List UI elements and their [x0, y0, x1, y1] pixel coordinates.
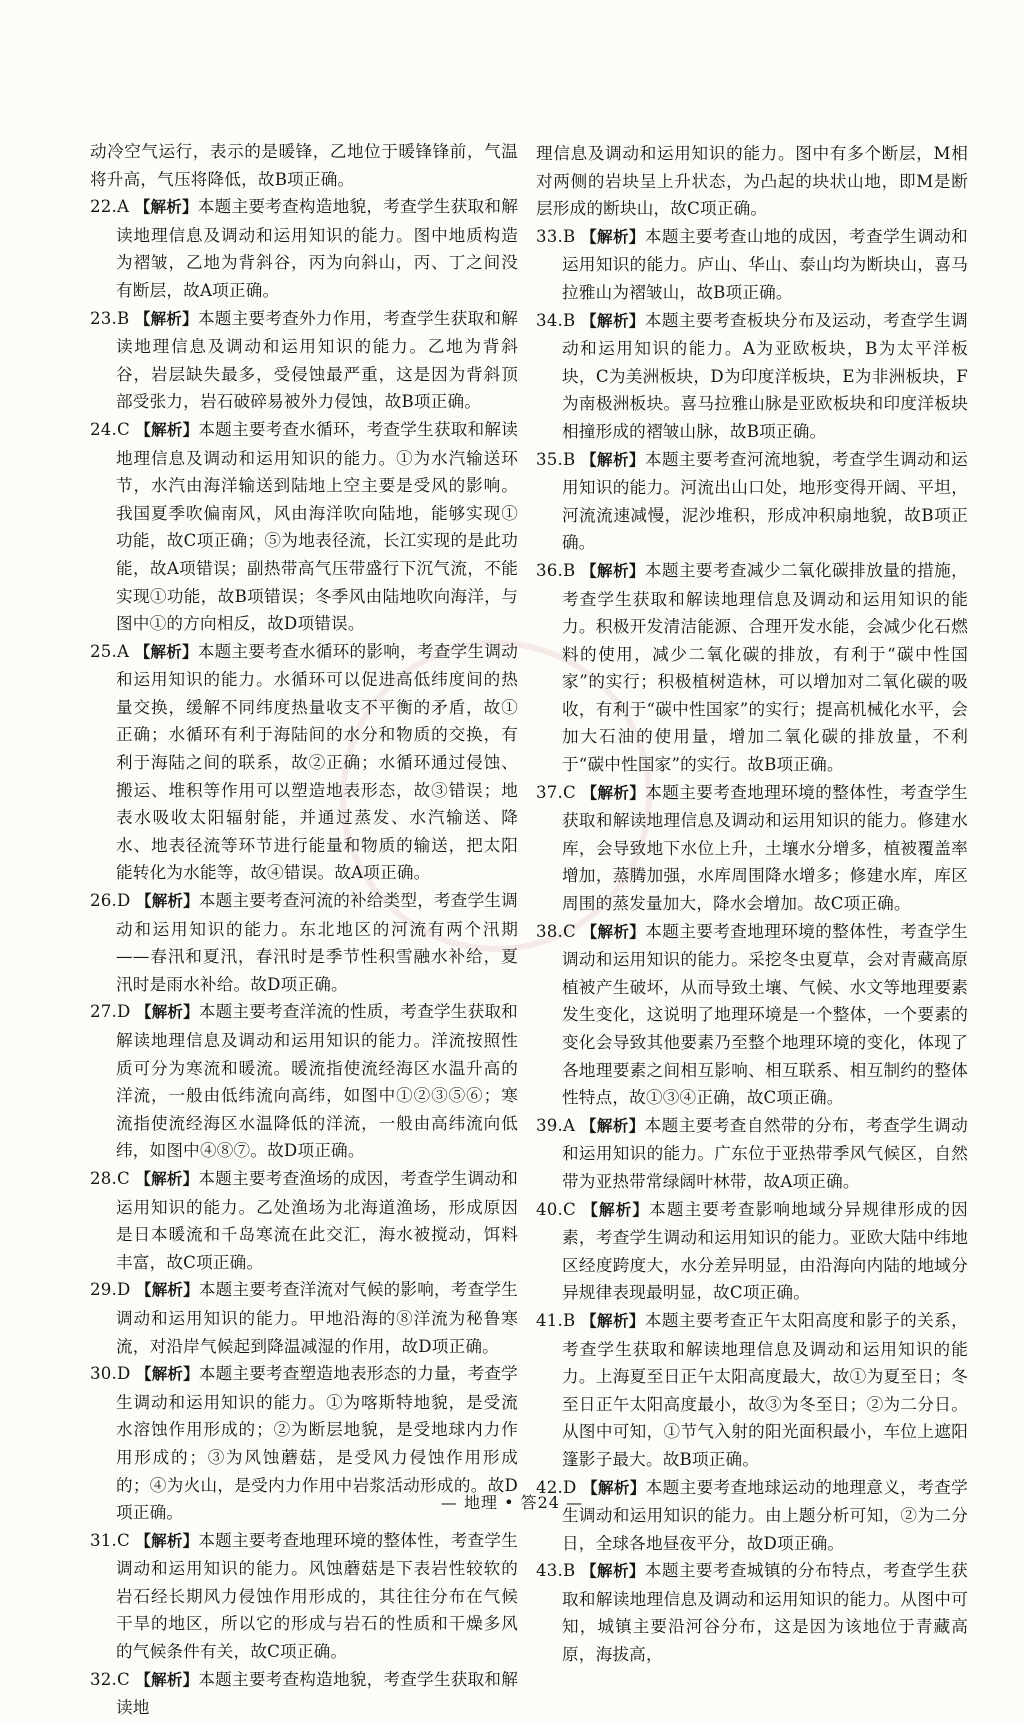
- analysis-tag: 【解析】: [582, 1200, 650, 1219]
- answer-number: 37.C: [536, 782, 576, 802]
- answer-text: 本题主要考查影响地域分异规律形成的因素，考查学生调动和运用知识的能力。亚欧大陆中纬地区经度跨度大，水分差异明显，由沿海向内陆的地域分异规律表现最明显，故C项正确。: [562, 1199, 968, 1303]
- answer-text: 本题主要考查洋流对气候的影响，考查学生调动和运用知识的能力。甲地沿海的⑧洋流为秘鲁寒流，对沿岸气候起到降温减湿的作用，故D项正确。: [116, 1280, 518, 1356]
- analysis-tag: 【解析】: [135, 1365, 199, 1384]
- analysis-tag: 【解析】: [135, 1003, 199, 1022]
- answer-item: [90, 887, 518, 998]
- right-column: [536, 140, 968, 1669]
- answer-number: 39.A: [536, 1115, 576, 1135]
- answer-number: 31.C: [90, 1530, 130, 1550]
- answer-text: 本题主要考查构造地貌，考查学生获取和解读地: [116, 1669, 518, 1718]
- answer-number: 41.B: [536, 1310, 576, 1330]
- answer-number: 43.B: [536, 1561, 576, 1581]
- answer-text: 本题主要考查城镇的分布特点，考查学生获取和解读地理信息及调动和运用知识的能力。从图中可知，城镇主要沿河谷分布，这是因为该地位于青藏高原，海拔高，: [562, 1561, 968, 1665]
- analysis-tag: 【解析】: [135, 1169, 199, 1188]
- analysis-tag: 【解析】: [135, 1670, 199, 1689]
- answer-text: 本题主要考查地理环境的整体性，考查学生调动和运用知识的能力。采挖冬虫夏草，会对青藏高原植被产生破坏，从而导致土壤、气候、水文等地理要素发生变化，这说明了地理环境是一个整体，一个要素的变化会导致其他要素乃至整个地理环境的变化，体现了各地理要素之间相互影响、相互联系、相互制约的整体性特点，故①③④正确，故C项正确。: [562, 921, 968, 1108]
- answer-number: 32.C: [90, 1669, 130, 1689]
- answer-number: 42.D: [536, 1477, 577, 1497]
- answer-item: [90, 638, 518, 887]
- analysis-tag: 【解析】: [581, 1311, 645, 1330]
- answer-text: 本题主要考查山地的成因，考查学生调动和运用知识的能力。庐山、华山、泰山均为断块山，喜马拉雅山为褶皱山，故B项正确。: [562, 226, 968, 302]
- analysis-tag: 【解析】: [580, 1116, 645, 1135]
- analysis-tag: 【解析】: [581, 783, 646, 802]
- analysis-tag: 【解析】: [135, 1281, 199, 1300]
- answer-number: 29.D: [90, 1280, 131, 1300]
- analysis-tag: 【解析】: [582, 1478, 646, 1497]
- answer-item: [536, 1474, 968, 1558]
- analysis-tag: 【解析】: [134, 309, 198, 328]
- answer-item: [536, 307, 968, 446]
- answer-item: [90, 305, 518, 416]
- analysis-tag: 【解析】: [581, 561, 645, 580]
- answer-text: 本题主要考查洋流的性质，考查学生获取和解读地理信息及调动和运用知识的能力。洋流按照性质可分为寒流和暖流。暖流指使流经海区水温升高的洋流，一般由低纬流向高纬，如图中①②③⑤⑥；寒流指使流经海区水温降低的洋流，一般由高纬流向低纬，如图中④⑧⑦。故D项正确。: [116, 1002, 518, 1161]
- answer-item: [90, 1666, 518, 1722]
- analysis-tag: 【解析】: [581, 227, 645, 246]
- continuation-text: 动冷空气运行，表示的是暖锋，乙地位于暖锋锋前，气温将升高，气压将降低，故B项正确。: [90, 142, 518, 189]
- analysis-tag: 【解析】: [581, 922, 646, 941]
- answer-item: [90, 1527, 518, 1666]
- right-items: [536, 223, 968, 1669]
- answer-text: 本题主要考查地理环境的整体性，考查学生获取和解读地理信息及调动和运用知识的能力。修建水库，会导致地下水位上升，土壤水分增多，植被覆盖率增加，蒸腾加强，水库周围降水增多；修建水库，库区周围的蒸发量加大，降水会增加。故C项正确。: [562, 782, 968, 914]
- answer-text: 本题主要考查减少二氧化碳排放量的措施，考查学生获取和解读地理信息及调动和运用知识的能力。积极开发清洁能源、合理开发水能，会减少化石燃料的使用，减少二氧化碳的排放，有利于“碳中性国家”的实行；积极植树造林，可以增加对二氧化碳的吸收，有利于“碳中性国家”的实行；提高机械化水平，会加大石油的使用量，增加二氧化碳的排放量，不利于“碳中性国家”的实行。故B项正确。: [562, 560, 968, 775]
- answer-item: [90, 998, 518, 1165]
- answer-text: 本题主要考查板块分布及运动，考查学生调动和运用知识的能力。A为亚欧板块，B为太平洋板块，C为美洲板块，D为印度洋板块，E为非洲板块，F为南极洲板块。喜马拉雅山脉是亚欧板块和印度洋板块相撞形成的褶皱山脉，故B项正确。: [562, 310, 968, 441]
- answer-item: [536, 918, 968, 1112]
- answer-text: 本题主要考查地球运动的地理意义，考查学生调动和运用知识的能力。由上题分析可知，②为二分日，全球各地昼夜平分，故D项正确。: [562, 1477, 968, 1553]
- answer-number: 22.A: [90, 197, 130, 217]
- answer-item: [90, 193, 518, 304]
- answer-text: 本题主要考查渔场的成因，考查学生调动和运用知识的能力。乙处渔场为北海道渔场，形成原因是日本暖流和千岛寒流在此交汇，海水被搅动，饵料丰富，故C项正确。: [116, 1168, 518, 1272]
- left-column: [90, 138, 518, 1722]
- answer-text: 本题主要考查塑造地表形态的力量，考查学生调动和运用知识的能力。①为喀斯特地貌，是受流水溶蚀作用形成的；②为断层地貌，是受地球内力作用形成的；③为风蚀蘑菇，是受风力侵蚀作用形成的；④为火山，是受内力作用中岩浆活动形成的。故D项正确。: [116, 1364, 518, 1523]
- answer-number: 33.B: [536, 226, 576, 246]
- answer-item: [536, 446, 968, 557]
- analysis-tag: 【解析】: [134, 198, 198, 217]
- analysis-tag: 【解析】: [135, 1531, 199, 1550]
- continuation-text: 理信息及调动和运用知识的能力。图中有多个断层，M相对两侧的岩块呈上升状态，为凸起的块状山地，即M是断层形成的断块山，故C项正确。: [536, 144, 968, 219]
- answer-number: 38.C: [536, 921, 576, 941]
- analysis-tag: 【解析】: [134, 642, 198, 661]
- answer-number: 25.A: [90, 641, 130, 661]
- answer-text: 本题主要考查河流地貌，考查学生调动和运用知识的能力。河流出山口处，地形变得开阔、平坦，河流流速减慢，泥沙堆积，形成冲积扇地貌，故B项正确。: [562, 449, 968, 553]
- answer-item: [90, 1165, 518, 1276]
- answer-item: [90, 416, 518, 638]
- analysis-tag: 【解析】: [135, 420, 199, 439]
- answer-item: [536, 1196, 968, 1307]
- answer-number: 24.C: [90, 419, 130, 439]
- answer-text: 本题主要考查构造地貌，考查学生获取和解读地理信息及调动和运用知识的能力。图中地质构造为褶皱，乙地为背斜谷，丙为向斜山，丙、丁之间没有断层，故A项正确。: [116, 197, 518, 300]
- answer-number: 23.B: [90, 308, 130, 328]
- answer-item: [536, 1112, 968, 1196]
- answer-number: 34.B: [536, 310, 576, 330]
- page-footer: — 地理 • 答24 —: [440, 1493, 584, 1512]
- answer-item: [90, 1276, 518, 1360]
- answer-item: [536, 557, 968, 779]
- answer-text: 本题主要考查正午太阳高度和影子的关系，考查学生获取和解读地理信息及调动和运用知识的能力。上海夏至日正午太阳高度最大，故①为夏至日；冬至日正午太阳高度最小，故③为冬至日；②为二分日。从图中可知，①节气入射的阳光面积最小，车位上遮阳篷影子最大。故B项正确。: [562, 1310, 968, 1469]
- analysis-tag: 【解析】: [581, 1562, 645, 1581]
- answer-item: [536, 1307, 968, 1474]
- answer-item: [536, 223, 968, 307]
- answer-number: 40.C: [536, 1199, 576, 1219]
- answer-text: 本题主要考查水循环，考查学生获取和解读地理信息及调动和运用知识的能力。①为水汽输送环节，水汽由海洋输送到陆地上空主要是受风的影响。我国夏季吹偏南风，风由海洋吹向陆地，能够实现①功能，故C项正确；⑤为地表径流，长江实现的是此功能，故A项错误；副热带高气压带盛行下沉气流，不能实现①功能，故B项错误；冬季风由陆地吹向海洋，与图中①的方向相反，故D项错误。: [116, 419, 518, 634]
- answer-number: 35.B: [536, 449, 576, 469]
- analysis-tag: 【解析】: [135, 892, 199, 911]
- analysis-tag: 【解析】: [581, 311, 645, 330]
- answer-text: 本题主要考查水循环的影响，考查学生调动和运用知识的能力。水循环可以促进高低纬度间的热量交换，缓解不同纬度热量收支不平衡的矛盾，故①正确；水循环有利于海陆间的水分和物质的交换，有利于海陆之间的联系，故②正确；水循环通过侵蚀、搬运、堆积等作用可以塑造地表形态，故③错误；地表水吸收太阳辐射能，并通过蒸发、水汽输送、降水、地表径流等环节进行能量和物质的输送，把太阳能转化为水能等，故④错误。故A项正确。: [116, 641, 518, 883]
- answer-number: 36.B: [536, 560, 576, 580]
- answer-text: 本题主要考查河流的补给类型，考查学生调动和运用知识的能力。东北地区的河流有两个汛期——春汛和夏汛，春汛时是季节性积雪融水补给，夏汛时是雨水补给。故D项正确。: [116, 891, 518, 994]
- answer-text: 本题主要考查外力作用，考查学生获取和解读地理信息及调动和运用知识的能力。乙地为背斜谷，岩层缺失最多，受侵蚀最严重，这是因为背斜顶部受张力，岩石破碎易被外力侵蚀，故B项正确。: [116, 308, 518, 412]
- answer-item: [536, 1557, 968, 1668]
- answer-number: 26.D: [90, 891, 131, 911]
- answer-text: 本题主要考查自然带的分布，考查学生调动和运用知识的能力。广东位于亚热带季风气候区，自然带为亚热带常绿阔叶林带，故A项正确。: [562, 1115, 968, 1191]
- answer-text: 本题主要考查地理环境的整体性，考查学生调动和运用知识的能力。风蚀蘑菇是下表岩性较软的岩石经长期风力侵蚀作用形成的，其往往分布在气候干旱的地区，所以它的形成与岩石的性质和干燥多风的气候条件有关，故C项正确。: [116, 1530, 518, 1662]
- answer-number: 30.D: [90, 1364, 131, 1384]
- answer-number: 28.C: [90, 1168, 130, 1188]
- answer-number: 27.D: [90, 1002, 131, 1022]
- answer-item: [536, 779, 968, 918]
- analysis-tag: 【解析】: [581, 450, 645, 469]
